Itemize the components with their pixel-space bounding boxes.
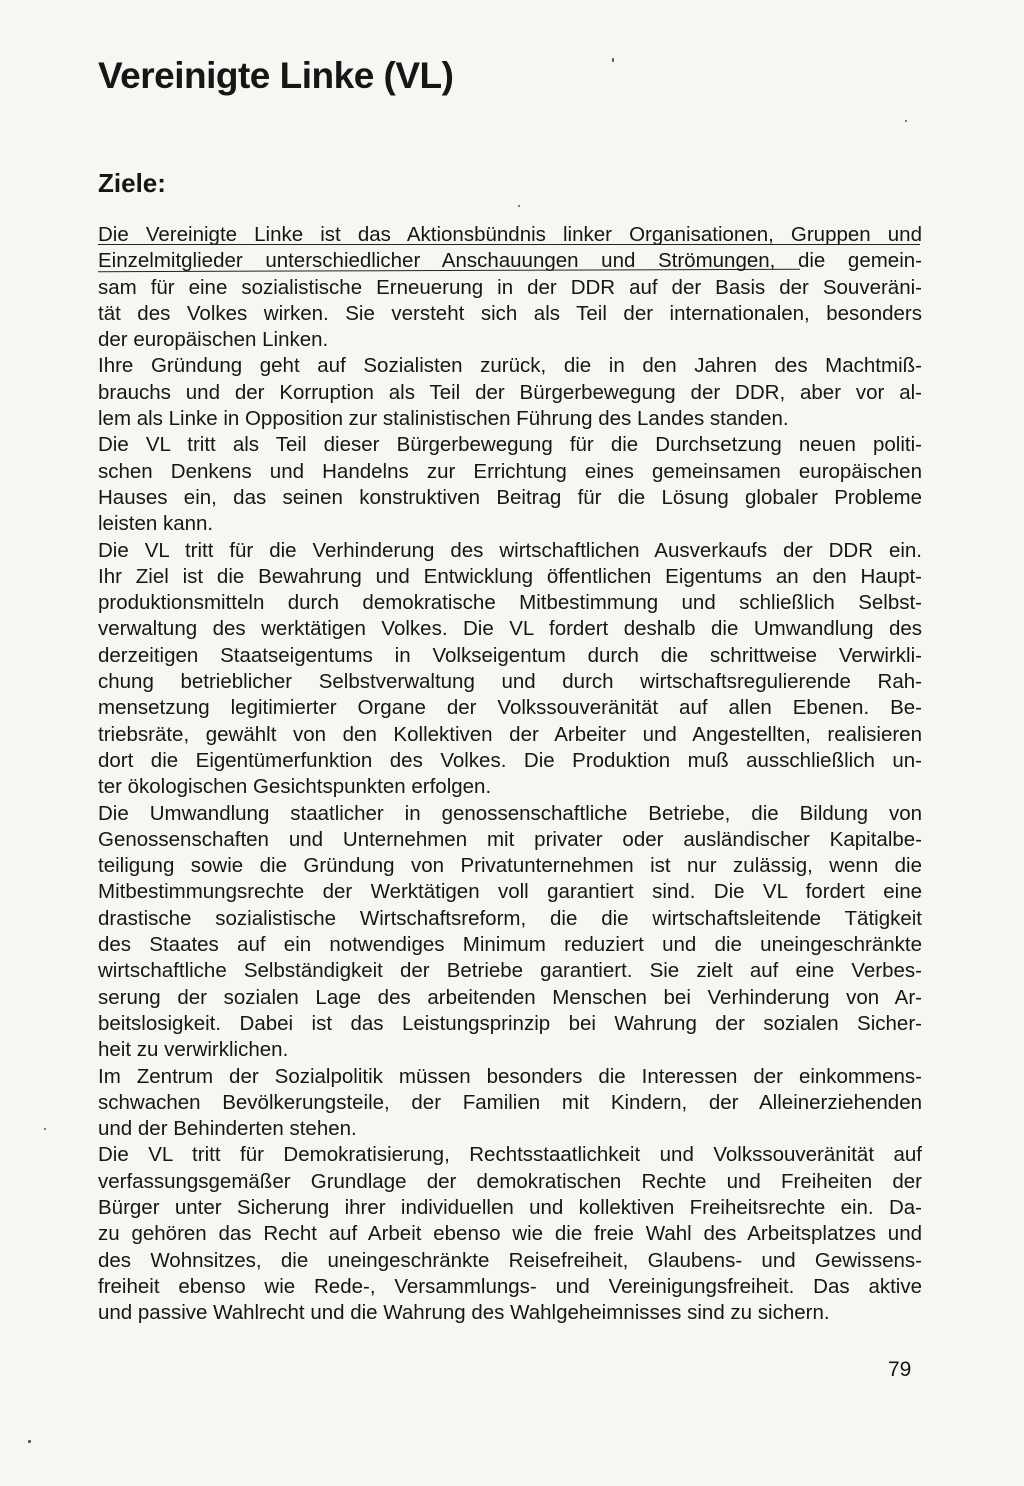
text-line: schen Denkens und Handelns zur Errichtung eines gemeinsamen europäischen [98,459,922,483]
text-line: sam für eine sozialistische Erneuerung in der DDR auf der Basis der Souveräni- [98,275,922,299]
text-line: beitslosigkeit. Dabei ist das Leistungsprinzip bei Wahrung der sozialen Sicher- [98,1011,922,1035]
text-line: Mitbestimmungsrechte der Werktätigen voll garantiert sind. Die VL fordert eine [98,880,922,904]
text-line: Ihr Ziel ist die Bewahrung und Entwicklung öffentlichen Eigentums an den Haupt- [98,564,922,588]
text-line: Die Umwandlung staatlicher in genossenschaftliche Betriebe, die Bildung von [98,801,922,825]
text-line: Die VL tritt für die Verhinderung des wirtschaftlichen Ausverkaufs der DDR ein. [98,538,922,562]
scan-speck [905,120,907,122]
text-line: Ihre Gründung geht auf Sozialisten zurück, die in den Jahren des Machtmiß- [98,354,922,378]
scan-speck [518,205,520,207]
text-line: Die VL tritt als Teil dieser Bürgerbewegung für die Durchsetzung neuen politi- [98,433,922,457]
text-line: mensetzung legitimierter Organe der Volkssouveränität auf allen Ebenen. Be- [98,696,922,720]
text-line: und passive Wahlrecht und die Wahrung des Wahlgeheimnisses sind zu sichern. [98,1301,830,1325]
text-line: Die Vereinigte Linke ist das Aktionsbündnis linker Organisationen, Gruppen und [98,223,922,246]
text-line: produktionsmitteln durch demokratische Mitbestimmung und schließlich Selbst- [98,591,922,615]
text-line: heit zu verwirklichen. [98,1038,289,1062]
text-line: derzeitigen Staatseigentums in Volkseigentum durch die schrittweise Verwirkli- [98,643,922,667]
text-line: und der Behinderten stehen. [98,1117,357,1141]
text-line: teiligung sowie die Gründung von Privatunternehmen ist nur zulässig, wenn die [98,854,922,878]
scan-speck [612,58,614,62]
text-line: verfassungsgemäßer Grundlage der demokratischen Rechte und Freiheiten der [98,1169,922,1193]
text-line: Bürger unter Sicherung ihrer individuellen und kollektiven Freiheitsrechte ein. Da- [98,1195,922,1219]
scan-speck [44,1128,46,1130]
text-line: Die VL tritt für Demokratisierung, Rechtsstaatlichkeit und Volkssouveränität auf [98,1143,922,1167]
text-line: triebsräte, gewählt von den Kollektiven der Arbeiter und Angestellten, realisieren [98,722,922,746]
body-text [98,222,922,1326]
text-line: dort die Eigentümerfunktion des Volkes. Die Produktion muß ausschließlich un- [98,748,922,772]
scan-speck [28,1440,31,1443]
text-line: drastische sozialistische Wirtschaftsreform, die die wirtschaftsleitende Tätigkeit [98,906,922,930]
text-line: brauchs und der Korruption als Teil der Bürgerbewegung der DDR, aber vor al- [98,380,922,404]
text-line: ter ökologischen Gesichtspunkten erfolgen. [98,775,492,799]
text-line: leisten kann. [98,512,214,536]
underline-mark [98,244,920,245]
text-line: schwachen Bevölkerungsteile, der Familien mit Kindern, der Alleinerziehenden [98,1090,922,1114]
page-title: Vereinigte Linke (VL) [98,55,454,96]
text-line: des Staates auf ein notwendiges Minimum reduziert und die uneingeschränkte [98,933,922,957]
text-line: lem als Linke in Opposition zur stalinistischen Führung des Landes standen. [98,407,789,431]
text-line: Hauses ein, das seinen konstruktiven Beitrag für die Lösung globaler Probleme [98,485,922,509]
section-heading: Ziele: [98,168,166,198]
text-line: freiheit ebenso wie Rede-, Versammlungs- und Vereinigungsfreiheit. Das aktive [98,1274,922,1298]
text-line: der europäischen Linken. [98,328,329,352]
text-line: tät des Volkes wirken. Sie versteht sich als Teil der internationalen, besonders [98,301,922,325]
text-line: Im Zentrum der Sozialpolitik müssen besonders die Interessen der einkommens- [98,1064,922,1088]
text-line: Einzelmitglieder unterschiedlicher Anschauungen und Strömungen, die gemein- [98,249,922,273]
text-line: zu gehören das Recht auf Arbeit ebenso wie die freie Wahl des Arbeitsplatzes und [98,1222,922,1246]
text-line: serung der sozialen Lage des arbeitenden Menschen bei Verhinderung von Ar- [98,985,922,1009]
text-line: Genossenschaften und Unternehmen mit privater oder ausländischer Kapitalbe- [98,827,922,851]
text-line: wirtschaftliche Selbständigkeit der Betriebe garantiert. Sie zielt auf eine Verbes- [98,959,922,983]
page-number: 79 [888,1358,912,1381]
text-line: chung betrieblicher Selbstverwaltung und durch wirtschaftsregulierende Rah- [98,670,922,694]
text-line: des Wohnsitzes, die uneingeschränkte Reisefreiheit, Glaubens- und Gewissens- [98,1248,922,1272]
text-line: verwaltung des werktätigen Volkes. Die VL fordert deshalb die Umwandlung des [98,617,922,641]
